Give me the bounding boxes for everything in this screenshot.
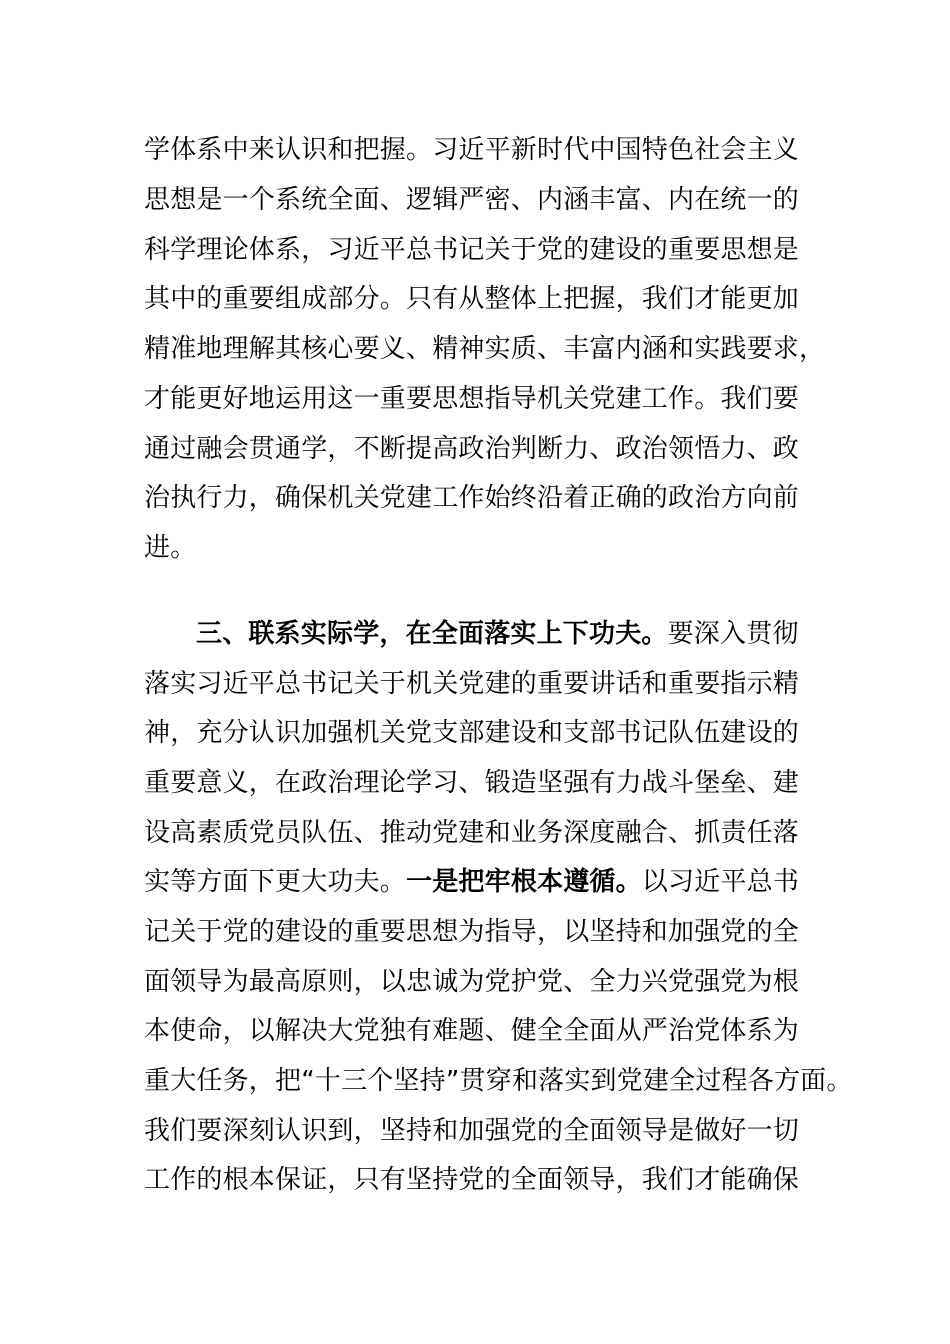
subheading: 一是把牢根本遵循。 xyxy=(406,867,642,897)
paragraph-2-first-line xyxy=(144,614,799,654)
paragraph-1-line: 科学理论体系，习近平总书记关于党的建设的重要思想是 xyxy=(144,235,800,265)
paragraph-2-text: 要深入贯彻 xyxy=(667,619,799,649)
paragraph-2-line: 设高素质党员队伍、推动党建和业务深度融合、抓责任落 xyxy=(144,818,800,848)
paragraph-2-text: 实等方面下更大功夫。 xyxy=(144,867,407,897)
paragraph-1-line: 学体系中来认识和把握。习近平新时代中国特色社会主义 xyxy=(144,135,800,165)
paragraph-1-line: 进。 xyxy=(144,533,197,563)
paragraph-2-line: 本使命，以解决大党独有难题、健全全面从严治党体系为 xyxy=(144,1016,800,1046)
paragraph-1-line: 思想是一个系统全面、逻辑严密、内涵丰富、内在统一的 xyxy=(144,185,800,215)
paragraph-2-text: 以习近平总书 xyxy=(641,867,800,897)
paragraph-1-line: 治执行力，确保机关党建工作始终沿着正确的政治方向前 xyxy=(144,483,800,513)
paragraph-1-line: 通过融会贯通学，不断提高政治判断力、政治领悟力、政 xyxy=(144,434,800,464)
paragraph-1 xyxy=(144,130,824,570)
paragraph-2-line: 重要意义，在政治理论学习、锻造坚强有力战斗堡垒、建 xyxy=(144,768,800,798)
paragraph-2-line: 我们要深刻认识到，坚持和加强党的全面领导是做好一切 xyxy=(144,1116,800,1146)
paragraph-1-line: 才能更好地运用这一重要思想指导机关党建工作。我们要 xyxy=(144,384,800,414)
paragraph-1-line: 精准地理解其核心要义、精神实质、丰富内涵和实践要求， xyxy=(144,334,826,364)
paragraph-2-line: 面领导为最高原则，以忠诚为党护党、全力兴党强党为根 xyxy=(144,967,800,997)
paragraph-2-line: 落实习近平总书记关于机关党建的重要讲话和重要指示精 xyxy=(144,669,800,699)
section-heading: 三、联系实际学，在全面落实上下功夫。 xyxy=(196,619,668,649)
paragraph-2-line: 神，充分认识加强机关党支部建设和支部书记队伍建设的 xyxy=(144,718,800,748)
paragraph-2-line: 工作的根本保证，只有坚持党的全面领导，我们才能确保 xyxy=(144,1165,800,1195)
paragraph-2-mixed-line xyxy=(144,862,799,902)
paragraph-2-line: 记关于党的建设的重要思想为指导，以坚持和加强党的全 xyxy=(144,917,800,947)
paragraph-2-line: 重大任务，把“十三个坚持”贯穿和落实到党建全过程各方面。 xyxy=(144,1066,853,1096)
paragraph-2 xyxy=(144,614,853,1204)
paragraph-1-line: 其中的重要组成部分。只有从整体上把握，我们才能更加 xyxy=(144,284,800,314)
